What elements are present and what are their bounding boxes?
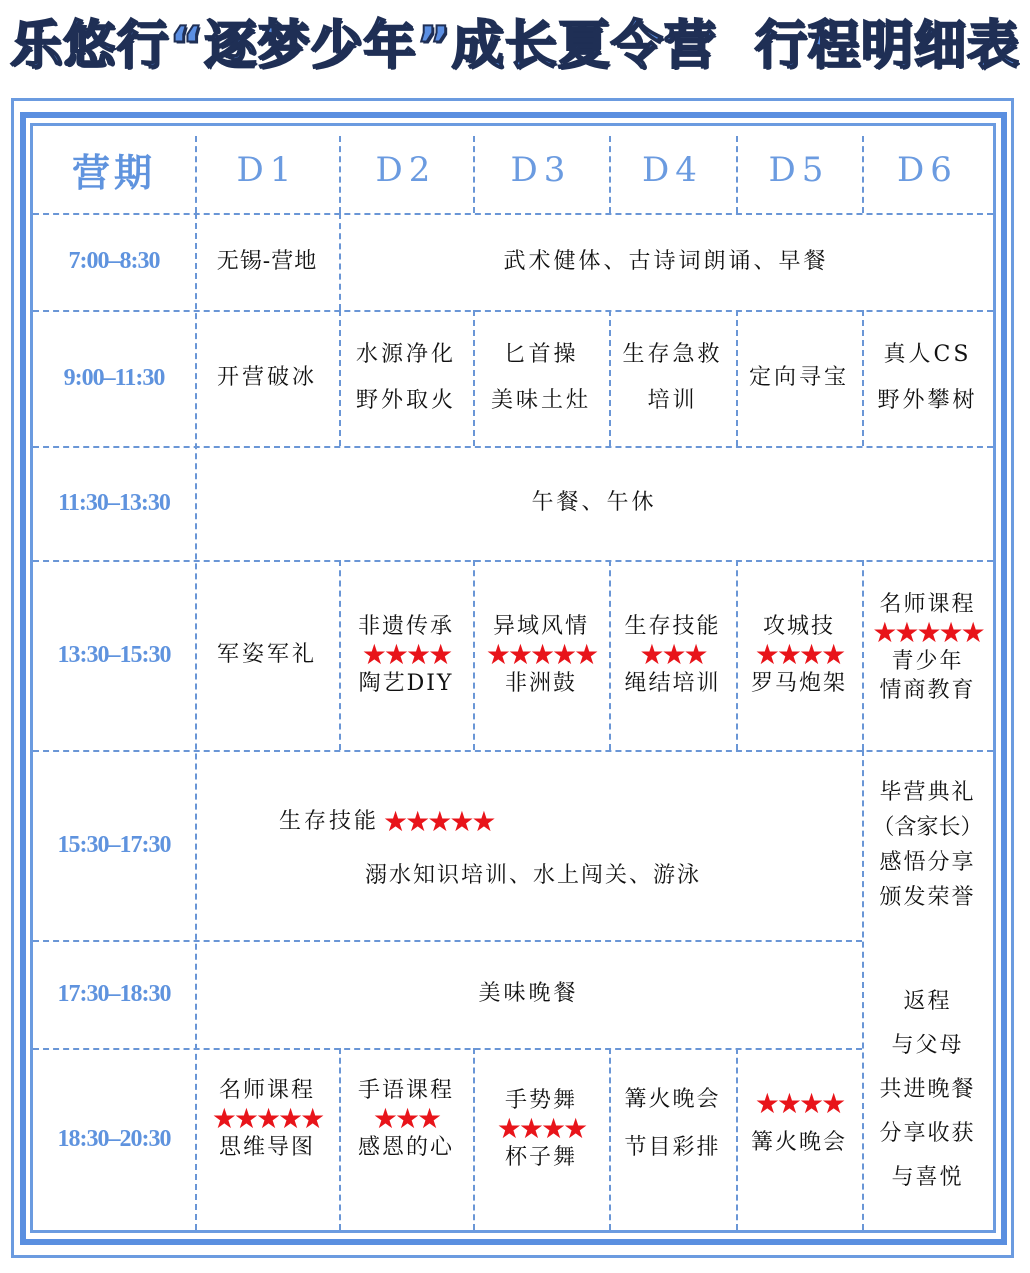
activity-cell: 名师课程 ★★★★★ 思维导图	[211, 1077, 323, 1160]
activity-cell: 非遗传承 ★★★★ 陶艺DIY	[357, 613, 454, 696]
time-cell: 17:30–18:30	[57, 980, 171, 1007]
time-cell: 15:30–17:30	[57, 831, 171, 858]
time-cell: 13:30–15:30	[57, 641, 171, 668]
rating-stars: ★★★★★	[872, 616, 983, 650]
activity-cell: 返程 与父母 共进晚餐 分享收获 与喜悦	[879, 989, 976, 1190]
activity-cell: 攻城技 ★★★★ 罗马炮架	[750, 613, 847, 696]
schedule-table	[33, 126, 993, 1230]
activity-cell: 美味晚餐	[478, 981, 579, 1007]
activity-cell: 匕首操 美味土灶	[490, 341, 591, 413]
activity-cell: 无锡-营地	[216, 248, 318, 274]
activity-cell: 武术健体、古诗词朗诵、早餐	[503, 248, 829, 274]
activity-cell: 开营破冰	[216, 365, 317, 391]
header-day-d2: D2	[375, 149, 437, 190]
activity-cell: 真人CS 野外攀树	[877, 341, 978, 413]
activity-cell: 午餐、午休	[531, 490, 657, 516]
time-cell: 9:00–11:30	[63, 364, 165, 391]
rating-stars: ★★★★	[361, 638, 451, 671]
time-cell: 7:00–8:30	[68, 248, 160, 274]
activity-cell: 军姿军礼	[216, 642, 317, 668]
rating-stars: ★★★★★	[383, 804, 494, 838]
header-label: 营期	[71, 151, 156, 195]
rating-stars: ★★★★★	[211, 1102, 323, 1135]
header-day-d1: D1	[236, 149, 298, 190]
activity-cell: 名师课程 ★★★★★ 青少年 情商教育	[872, 592, 983, 704]
rating-stars: ★★★★	[496, 1112, 586, 1145]
activity-cell: 生存急救 培训	[622, 341, 723, 413]
activity-cell: 手势舞 ★★★★ 杯子舞	[496, 1087, 586, 1170]
activity-cell: 手语课程 ★★★ 感恩的心	[357, 1077, 454, 1160]
rating-stars: ★★★	[372, 1102, 440, 1135]
rating-stars: ★★★★★	[485, 638, 597, 671]
header-label-cell	[33, 126, 195, 213]
activity-cell: 定向寻宝	[748, 365, 849, 391]
time-cell: 11:30–13:30	[58, 489, 170, 516]
header-day-d3: D3	[510, 149, 572, 190]
header-day-d4: D4	[642, 149, 703, 190]
page-title	[0, 4, 1030, 76]
activity-cell: 水源净化 野外取火	[355, 341, 456, 413]
activity-cell: 毕营典礼 （含家长） 感悟分享 颁发荣誉	[872, 779, 983, 911]
time-cell: 18:30–20:30	[57, 1125, 171, 1152]
activity-cell: 生存技能 ★★★★★ 溺水知识培训、水上闯关、游泳	[279, 804, 702, 888]
header-day-d6: D6	[897, 149, 958, 190]
rating-stars: ★★★★	[754, 1087, 844, 1121]
header-day-d5: D5	[768, 149, 830, 190]
activity-cell: 生存技能 ★★★ 绳结培训	[624, 613, 721, 696]
page-title-text: 乐悠行“逐梦少年”成长夏令营 行程明细表	[10, 15, 1020, 76]
activity-cell: 篝火晚会 节目彩排	[624, 1086, 721, 1160]
rating-stars: ★★★	[639, 638, 706, 671]
rating-stars: ★★★★	[754, 638, 844, 671]
activity-cell: 异域风情 ★★★★★ 非洲鼓	[485, 613, 597, 696]
activity-cell: ★★★★ 篝火晚会	[750, 1087, 847, 1156]
